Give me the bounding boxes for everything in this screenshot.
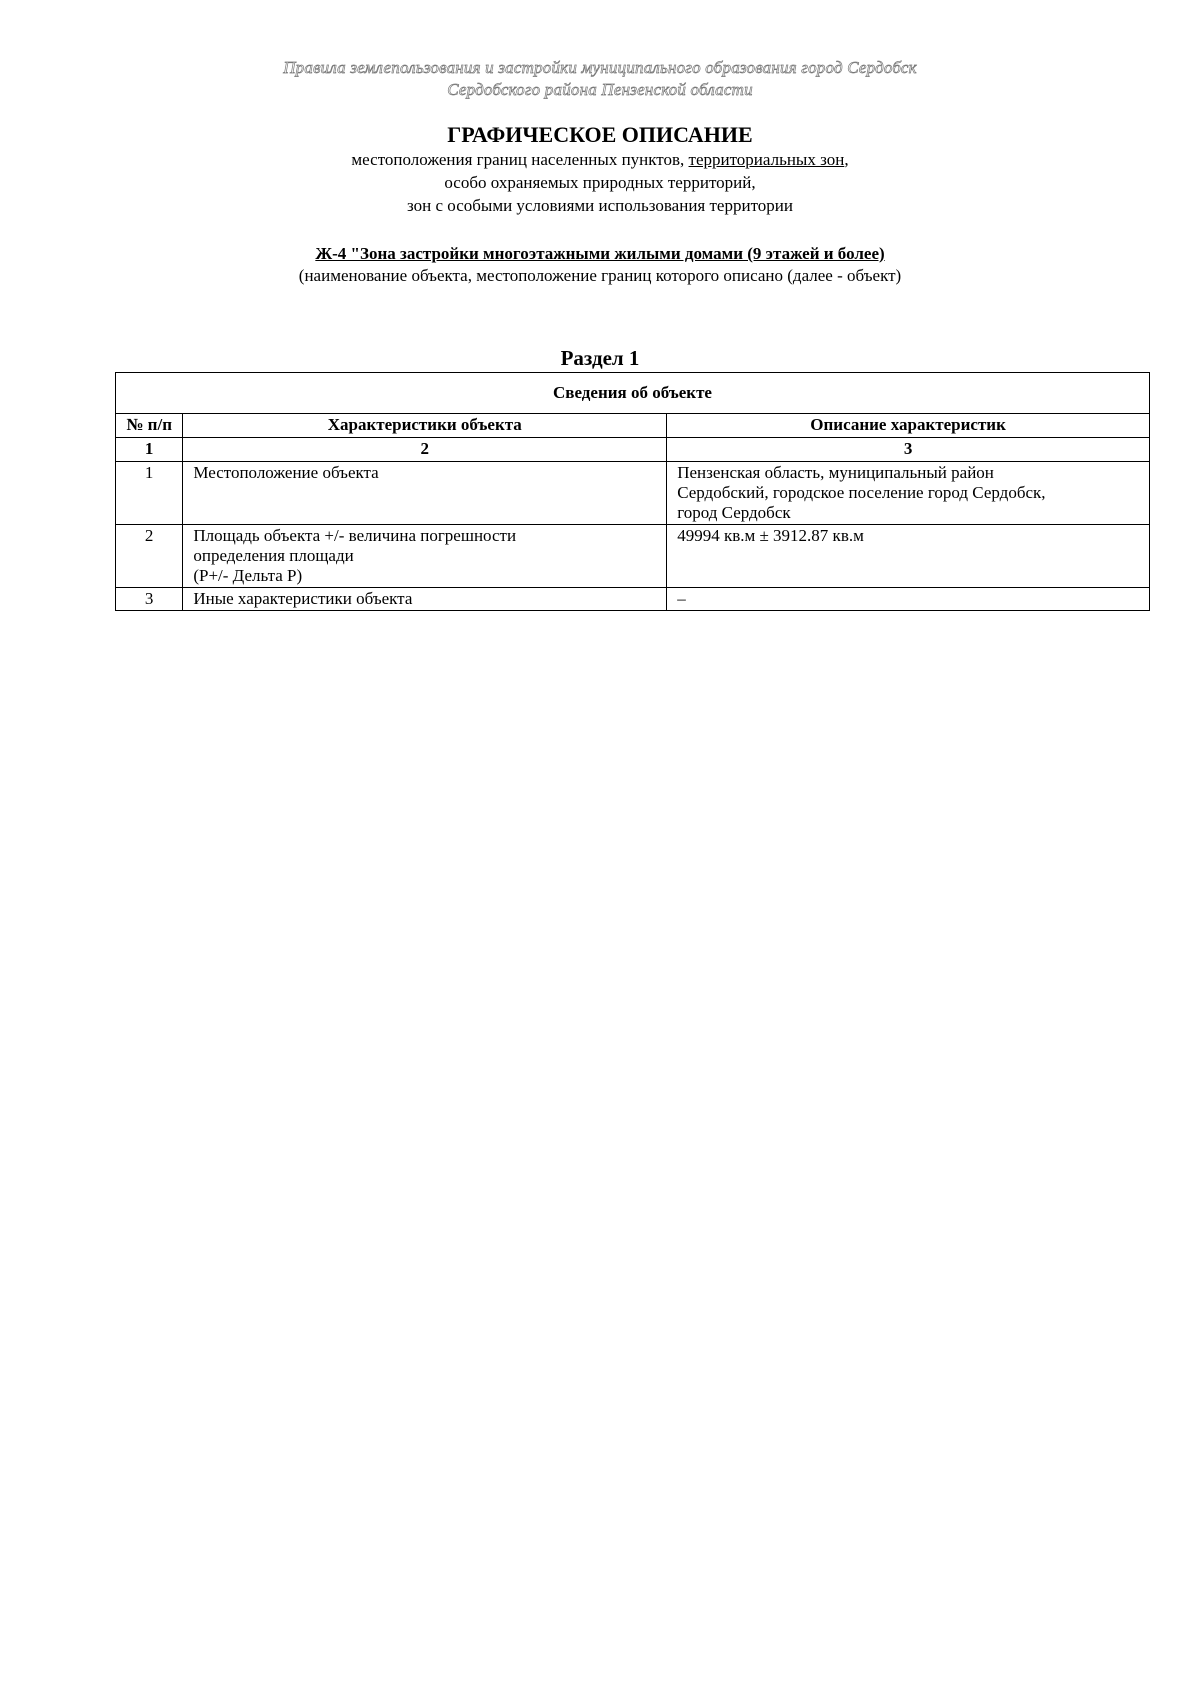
section-title: Раздел 1 xyxy=(560,346,640,370)
table-caption-row xyxy=(116,373,1150,414)
column-number-3: 3 xyxy=(667,438,1150,462)
subtitle-line-1-part-3: , xyxy=(844,150,849,169)
table-header-row xyxy=(116,414,1150,438)
header-line-1: Правила землепользования и застройки муниципального образования город Сердобск xyxy=(283,58,917,77)
zone-caption: (наименование объекта, местоположение границ которого описано (далее - объект) xyxy=(298,266,902,285)
row-description: Пензенская область, муниципальный район Сердобский, городское поселение город Сердобск, город Сердобск xyxy=(667,462,1150,525)
zone-name: Ж-4 "Зона застройки многоэтажными жилыми домами (9 этажей и более) xyxy=(315,244,885,263)
subtitle-line-2: особо охраняемых природных территорий, xyxy=(444,173,756,192)
document-title: ГРАФИЧЕСКОЕ ОПИСАНИЕ xyxy=(447,122,753,147)
row-number: 1 xyxy=(116,462,183,525)
table-column-numbers-row xyxy=(116,438,1150,462)
row-characteristic: Площадь объекта +/- величина погрешности определения площади (Р+/- Дельта Р) xyxy=(183,525,667,588)
column-number-2: 2 xyxy=(183,438,667,462)
table-row xyxy=(116,588,1150,611)
row-description: – xyxy=(667,588,1150,611)
row-number: 2 xyxy=(116,525,183,588)
row-number: 3 xyxy=(116,588,183,611)
subtitle-line-1 xyxy=(0,149,1200,171)
header-description: Описание характеристик xyxy=(667,414,1150,438)
header-number: № п/п xyxy=(116,414,183,438)
object-info-table xyxy=(115,372,1150,611)
row-characteristic: Местоположение объекта xyxy=(183,462,667,525)
table-caption: Сведения об объекте xyxy=(116,373,1150,414)
subtitle-line-3: зон с особыми условиями использования территории xyxy=(407,196,793,215)
row-description: 49994 кв.м ± 3912.87 кв.м xyxy=(667,525,1150,588)
column-number-1: 1 xyxy=(116,438,183,462)
table-row xyxy=(116,462,1150,525)
table-row xyxy=(116,525,1150,588)
subtitle-line-1-part-2: территориальных зон xyxy=(688,150,845,169)
subtitle-line-1-part-1: местоположения границ населенных пунктов, xyxy=(351,150,689,169)
header-line-2: Сердобского района Пензенской области xyxy=(447,80,753,99)
row-characteristic: Иные характеристики объекта xyxy=(183,588,667,611)
header-characteristic: Характеристики объекта xyxy=(183,414,667,438)
